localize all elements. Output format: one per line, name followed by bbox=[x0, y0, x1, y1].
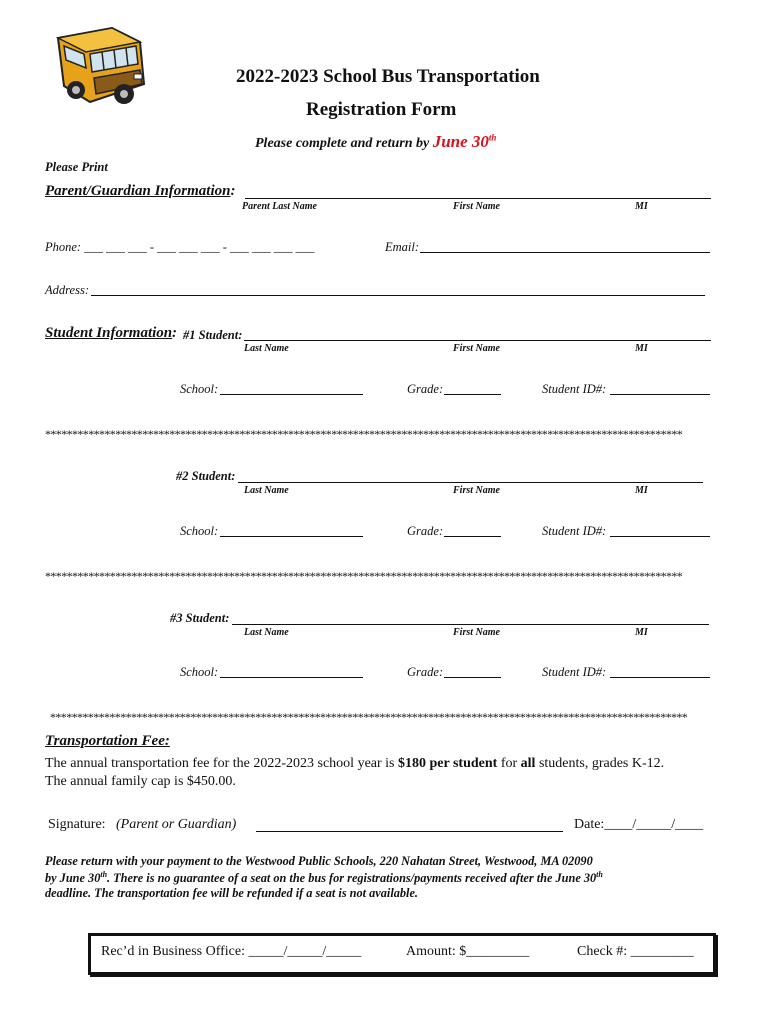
student-3-last-caption: Last Name bbox=[244, 627, 289, 638]
return-note-line1: Please return with your payment to the Westwood Public Schools, 220 Nahatan Street, Westwood, MA 02090 bbox=[45, 854, 593, 868]
email-label: Email: bbox=[385, 240, 420, 254]
student-3-id-field[interactable] bbox=[610, 677, 710, 678]
student-1-grade-label: Grade: bbox=[407, 382, 444, 396]
student-2-first-caption: First Name bbox=[453, 485, 500, 496]
parent-last-name-caption: Parent Last Name bbox=[242, 201, 317, 212]
parent-section-heading: Parent/Guardian Information: bbox=[45, 183, 236, 199]
family-cap-text: The annual family cap is $450.00. bbox=[45, 774, 236, 789]
student-section-heading: Student Information bbox=[45, 325, 173, 341]
student-1-mi-caption: MI bbox=[635, 343, 648, 354]
student-2-last-caption: Last Name bbox=[244, 485, 289, 496]
student-1-school-field[interactable] bbox=[220, 394, 363, 395]
student-2-school-field[interactable] bbox=[220, 536, 363, 537]
form-title-line2: Registration Form bbox=[306, 99, 457, 120]
student-2-school-label: School: bbox=[180, 524, 219, 538]
student-3-grade-label: Grade: bbox=[407, 665, 444, 679]
signature-label: Signature: bbox=[48, 817, 106, 832]
student-3-school-label: School: bbox=[180, 665, 219, 679]
address-label: Address: bbox=[45, 283, 89, 297]
student-1-id-label: Student ID#: bbox=[542, 382, 607, 396]
student-1-school-label: School: bbox=[180, 382, 219, 396]
student-section-colon: : bbox=[172, 325, 177, 341]
student-2-grade-field[interactable] bbox=[444, 536, 501, 537]
student-2-label: #2 Student: bbox=[176, 469, 236, 483]
return-by-label: Please complete and return by bbox=[255, 136, 430, 151]
business-office-box bbox=[88, 933, 716, 975]
student-1-grade-field[interactable] bbox=[444, 394, 501, 395]
student-3-label: #3 Student: bbox=[170, 611, 230, 625]
address-field[interactable] bbox=[91, 295, 705, 296]
student-2-mi-caption: MI bbox=[635, 485, 648, 496]
parent-first-name-caption: First Name bbox=[453, 201, 500, 212]
fee-text: The annual transportation fee for the 2022-2023 school year is $180 per student for all students, grades K-12. bbox=[45, 756, 665, 771]
email-field[interactable] bbox=[420, 252, 710, 253]
return-by-text bbox=[255, 132, 496, 152]
student-2-id-label: Student ID#: bbox=[542, 524, 607, 538]
student-1-last-caption: Last Name bbox=[244, 343, 289, 354]
student-3-school-field[interactable] bbox=[220, 677, 363, 678]
student-1-name-field[interactable] bbox=[244, 340, 711, 341]
signature-who: (Parent or Guardian) bbox=[116, 817, 237, 832]
student-2-grade-label: Grade: bbox=[407, 524, 444, 538]
signature-field[interactable] bbox=[256, 831, 563, 832]
please-print-label: Please Print bbox=[45, 160, 108, 174]
student-3-name-field[interactable] bbox=[232, 624, 709, 625]
received-date-field[interactable]: Rec’d in Business Office: _____/_____/_____ bbox=[101, 944, 362, 959]
student-3-grade-field[interactable] bbox=[444, 677, 501, 678]
separator-2: ********************************************************************************************************************** bbox=[45, 569, 683, 583]
phone-field[interactable]: Phone: ___ ___ ___ - ___ ___ ___ - ___ ___ ___ ___ bbox=[45, 240, 315, 254]
date-field[interactable]: Date:____/_____/____ bbox=[574, 817, 704, 832]
student-3-id-label: Student ID#: bbox=[542, 665, 607, 679]
separator-1: ********************************************************************************************************************** bbox=[45, 427, 683, 441]
form-title-line1: 2022-2023 School Bus Transportation bbox=[236, 66, 540, 87]
separator-3: ********************************************************************************************************************** bbox=[50, 710, 688, 724]
student-3-first-caption: First Name bbox=[453, 627, 500, 638]
fee-heading: Transportation Fee: bbox=[45, 733, 170, 749]
fee-amount: $180 per student bbox=[398, 756, 498, 771]
parent-name-field[interactable] bbox=[245, 198, 711, 199]
amount-field[interactable]: Amount: $_________ bbox=[406, 944, 530, 959]
parent-mi-caption: MI bbox=[635, 201, 648, 212]
return-note-line3: deadline. The transportation fee will be refunded if a seat is not available. bbox=[45, 886, 418, 900]
student-3-mi-caption: MI bbox=[635, 627, 648, 638]
return-note-line2: by June 30th. There is no guarantee of a seat on the bus for registrations/payments received after the June 30th bbox=[45, 870, 603, 886]
student-2-id-field[interactable] bbox=[610, 536, 710, 537]
check-number-field[interactable]: Check #: _________ bbox=[577, 944, 694, 959]
school-bus-icon bbox=[50, 24, 150, 114]
deadline-date: June 30th bbox=[432, 132, 497, 151]
student-1-label: #1 Student: bbox=[183, 328, 243, 342]
student-2-name-field[interactable] bbox=[238, 482, 703, 483]
student-1-first-caption: First Name bbox=[453, 343, 500, 354]
student-1-id-field[interactable] bbox=[610, 394, 710, 395]
